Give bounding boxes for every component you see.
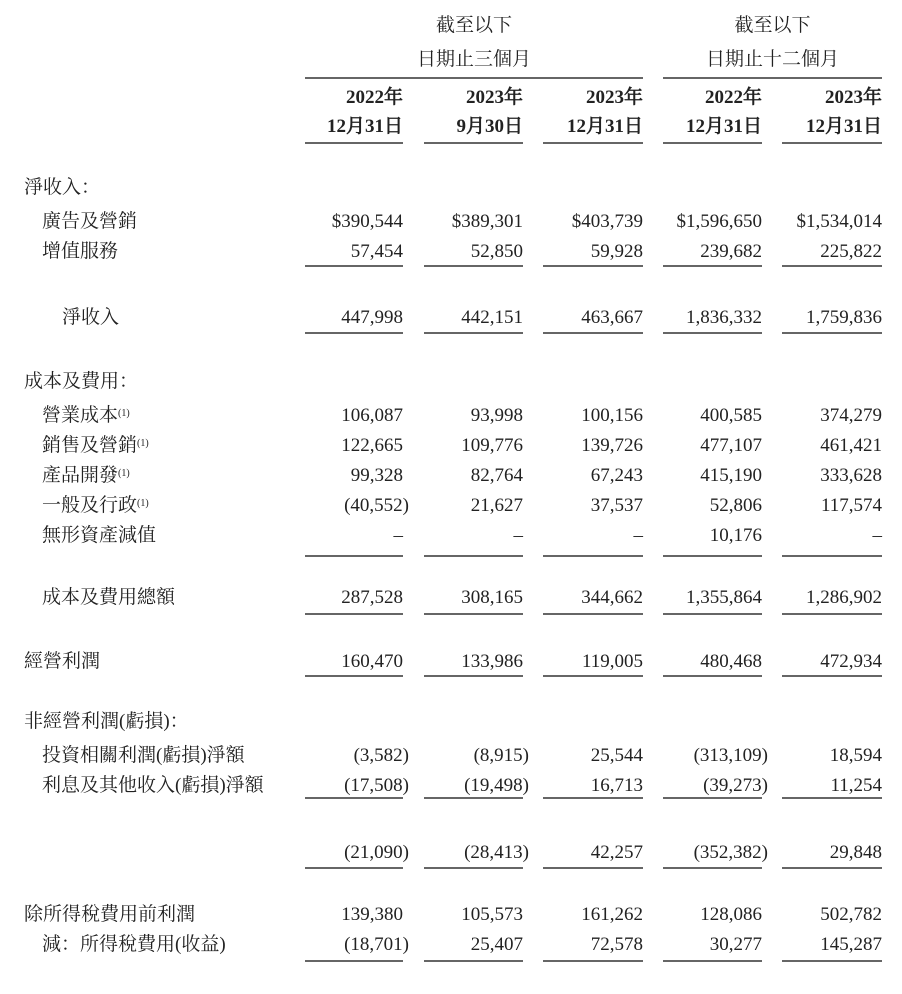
total-rule <box>543 555 643 557</box>
cell-value: 415,190 <box>700 465 762 486</box>
cell-value: 42,257 <box>590 842 643 863</box>
cell-value: 161,262 <box>581 904 643 925</box>
group-title-line1: 截至以下 <box>435 15 512 36</box>
cell-value: 344,662 <box>581 587 643 608</box>
total-rule <box>424 960 523 962</box>
cell-value: 480,468 <box>700 651 762 672</box>
column-date: 12月31日 <box>805 116 882 137</box>
cell-value: 93,998 <box>470 405 523 426</box>
row-label-text: 減：所得稅費用(收益) <box>42 934 226 955</box>
total-rule <box>305 332 403 334</box>
row-label <box>24 176 100 200</box>
row-label <box>42 933 226 957</box>
row-label <box>42 524 156 548</box>
cell-value: – <box>393 525 403 546</box>
total-rule <box>663 960 762 962</box>
cell-value: 442,151 <box>461 307 523 328</box>
total-rule <box>663 555 762 557</box>
row-label <box>42 434 149 458</box>
cell-value: 145,287 <box>820 934 882 955</box>
header-rule <box>663 77 882 79</box>
cell-value: 29,848 <box>829 842 882 863</box>
row-label <box>42 744 245 768</box>
total-rule <box>782 867 882 869</box>
cell-value: $390,544 <box>331 211 403 232</box>
row-label-text: 除所得稅費用前利潤 <box>24 904 196 925</box>
row-label <box>42 494 149 518</box>
footnote-marker: (1) <box>118 468 130 479</box>
column-header-rule <box>663 142 762 144</box>
cell-value: 105,573 <box>461 904 523 925</box>
row-label-text: 利息及其他收入(虧損)淨額 <box>42 775 264 796</box>
cell-value: – <box>872 525 882 546</box>
total-rule <box>543 265 643 267</box>
cell-value: 52,806 <box>709 495 762 516</box>
cell-value: (18,701) <box>344 934 409 955</box>
group-title-line2: 日期止十二個月 <box>705 49 839 70</box>
cell-value: 400,585 <box>700 405 762 426</box>
cell-value: – <box>633 525 643 546</box>
column-year: 2023年 <box>824 87 882 108</box>
cell-value: 1,836,332 <box>686 307 762 328</box>
column-header-rule <box>543 142 643 144</box>
total-rule <box>782 675 882 677</box>
cell-value: 225,822 <box>820 241 882 262</box>
total-rule <box>305 797 403 799</box>
total-rule <box>424 332 523 334</box>
row-label-text: 銷售及營銷 <box>42 435 138 456</box>
cell-value: $1,534,014 <box>796 211 882 232</box>
cell-value: 287,528 <box>341 587 403 608</box>
cell-value: (3,582) <box>353 745 409 766</box>
total-rule <box>424 675 523 677</box>
header-rule <box>305 77 643 79</box>
cell-value: (352,382) <box>693 842 768 863</box>
cell-value: 1,355,864 <box>686 587 762 608</box>
cell-value: 99,328 <box>350 465 403 486</box>
total-rule <box>543 613 643 615</box>
total-rule <box>543 960 643 962</box>
column-year: 2022年 <box>345 87 403 108</box>
cell-value: 160,470 <box>341 651 403 672</box>
cell-value: 119,005 <box>581 651 643 672</box>
cell-value: 447,998 <box>341 307 403 328</box>
cell-value: 59,928 <box>590 241 643 262</box>
cell-value: 122,665 <box>341 435 403 456</box>
total-rule <box>663 265 762 267</box>
total-rule <box>305 265 403 267</box>
column-date: 9月30日 <box>456 116 523 137</box>
cell-value: 37,537 <box>590 495 643 516</box>
cell-value: 463,667 <box>581 307 643 328</box>
total-rule <box>782 555 882 557</box>
row-label-text: 增值服務 <box>42 241 119 262</box>
cell-value: $403,739 <box>571 211 643 232</box>
cell-value: 133,986 <box>461 651 523 672</box>
total-rule <box>782 265 882 267</box>
total-rule <box>782 797 882 799</box>
column-header-rule <box>305 142 403 144</box>
total-rule <box>424 867 523 869</box>
cell-value: (21,090) <box>344 842 409 863</box>
cell-value: 502,782 <box>820 904 882 925</box>
cell-value: 16,713 <box>590 775 643 796</box>
row-label-text: 成本及費用總額 <box>42 587 176 608</box>
cell-value: 21,627 <box>470 495 523 516</box>
group-title-line2: 日期止三個月 <box>416 49 531 70</box>
cell-value: (313,109) <box>693 745 768 766</box>
footnote-marker: (1) <box>137 498 149 509</box>
row-label <box>42 464 130 488</box>
total-rule <box>305 675 403 677</box>
total-rule <box>782 960 882 962</box>
total-rule <box>424 613 523 615</box>
row-label-text: 一般及行政 <box>42 495 138 516</box>
cell-value: $1,596,650 <box>676 211 762 232</box>
cell-value: $389,301 <box>451 211 523 232</box>
row-label-text: 產品開發 <box>42 465 119 486</box>
cell-value: (39,273) <box>703 775 768 796</box>
column-header-rule <box>424 142 523 144</box>
cell-value: (19,498) <box>464 775 529 796</box>
row-label-text: 無形資產減值 <box>42 525 157 546</box>
footnote-marker: (1) <box>137 438 149 449</box>
cell-value: 100,156 <box>581 405 643 426</box>
cell-value: 106,087 <box>341 405 403 426</box>
row-label <box>42 210 137 234</box>
group-title-line1: 截至以下 <box>734 15 811 36</box>
row-label <box>24 903 195 927</box>
total-rule <box>663 332 762 334</box>
total-rule <box>663 613 762 615</box>
cell-value: (8,915) <box>473 745 529 766</box>
row-label <box>24 650 100 674</box>
total-rule <box>782 613 882 615</box>
cell-value: 477,107 <box>700 435 762 456</box>
column-date: 12月31日 <box>566 116 643 137</box>
total-rule <box>543 797 643 799</box>
column-year: 2022年 <box>704 87 762 108</box>
cell-value: (40,552) <box>344 495 409 516</box>
cell-value: 374,279 <box>820 405 882 426</box>
cell-value: 30,277 <box>709 934 762 955</box>
cell-value: 109,776 <box>461 435 523 456</box>
cell-value: 117,574 <box>820 495 882 516</box>
row-label-text: 淨收入： <box>24 177 101 198</box>
column-header-rule <box>782 142 882 144</box>
footnote-marker: (1) <box>118 408 130 419</box>
row-label-text: 經營利潤 <box>24 651 101 672</box>
cell-value: 57,454 <box>350 241 403 262</box>
cell-value: 11,254 <box>830 775 882 796</box>
total-rule <box>305 960 403 962</box>
total-rule <box>305 613 403 615</box>
cell-value: 67,243 <box>590 465 643 486</box>
cell-value: – <box>513 525 523 546</box>
cell-value: 1,759,836 <box>806 307 882 328</box>
column-date: 12月31日 <box>326 116 403 137</box>
row-label <box>42 240 118 264</box>
total-rule <box>424 265 523 267</box>
row-label <box>42 774 264 798</box>
cell-value: 139,380 <box>341 904 403 925</box>
row-label <box>42 404 130 428</box>
row-label-text: 成本及費用： <box>24 371 139 392</box>
total-rule <box>543 867 643 869</box>
cell-value: 10,176 <box>709 525 762 546</box>
total-rule <box>424 555 523 557</box>
total-rule <box>305 555 403 557</box>
cell-value: 128,086 <box>700 904 762 925</box>
cell-value: (28,413) <box>464 842 529 863</box>
cell-value: 333,628 <box>820 465 882 486</box>
cell-value: 472,934 <box>820 651 882 672</box>
row-label-text: 非經營利潤(虧損)： <box>24 711 189 732</box>
total-rule <box>543 332 643 334</box>
row-label-text: 投資相關利潤(虧損)淨額 <box>42 745 245 766</box>
total-rule <box>305 867 403 869</box>
row-label <box>62 306 119 330</box>
row-label-text: 淨收入 <box>62 307 120 328</box>
row-label <box>24 370 138 394</box>
cell-value: 25,407 <box>470 934 523 955</box>
cell-value: 72,578 <box>590 934 643 955</box>
cell-value: 139,726 <box>581 435 643 456</box>
cell-value: 1,286,902 <box>806 587 882 608</box>
cell-value: 25,544 <box>590 745 643 766</box>
total-rule <box>663 797 762 799</box>
column-date: 12月31日 <box>685 116 762 137</box>
column-year: 2023年 <box>465 87 523 108</box>
cell-value: 52,850 <box>470 241 523 262</box>
row-label <box>24 710 189 734</box>
row-label-text: 廣告及營銷 <box>42 211 138 232</box>
column-year: 2023年 <box>585 87 643 108</box>
cell-value: 239,682 <box>700 241 762 262</box>
row-label <box>42 586 175 610</box>
cell-value: 82,764 <box>470 465 523 486</box>
total-rule <box>663 675 762 677</box>
cell-value: (17,508) <box>344 775 409 796</box>
total-rule <box>663 867 762 869</box>
cell-value: 18,594 <box>829 745 882 766</box>
row-label-text: 營業成本 <box>42 405 119 426</box>
cell-value: 461,421 <box>820 435 882 456</box>
cell-value: 308,165 <box>461 587 523 608</box>
total-rule <box>543 675 643 677</box>
total-rule <box>424 797 523 799</box>
total-rule <box>782 332 882 334</box>
